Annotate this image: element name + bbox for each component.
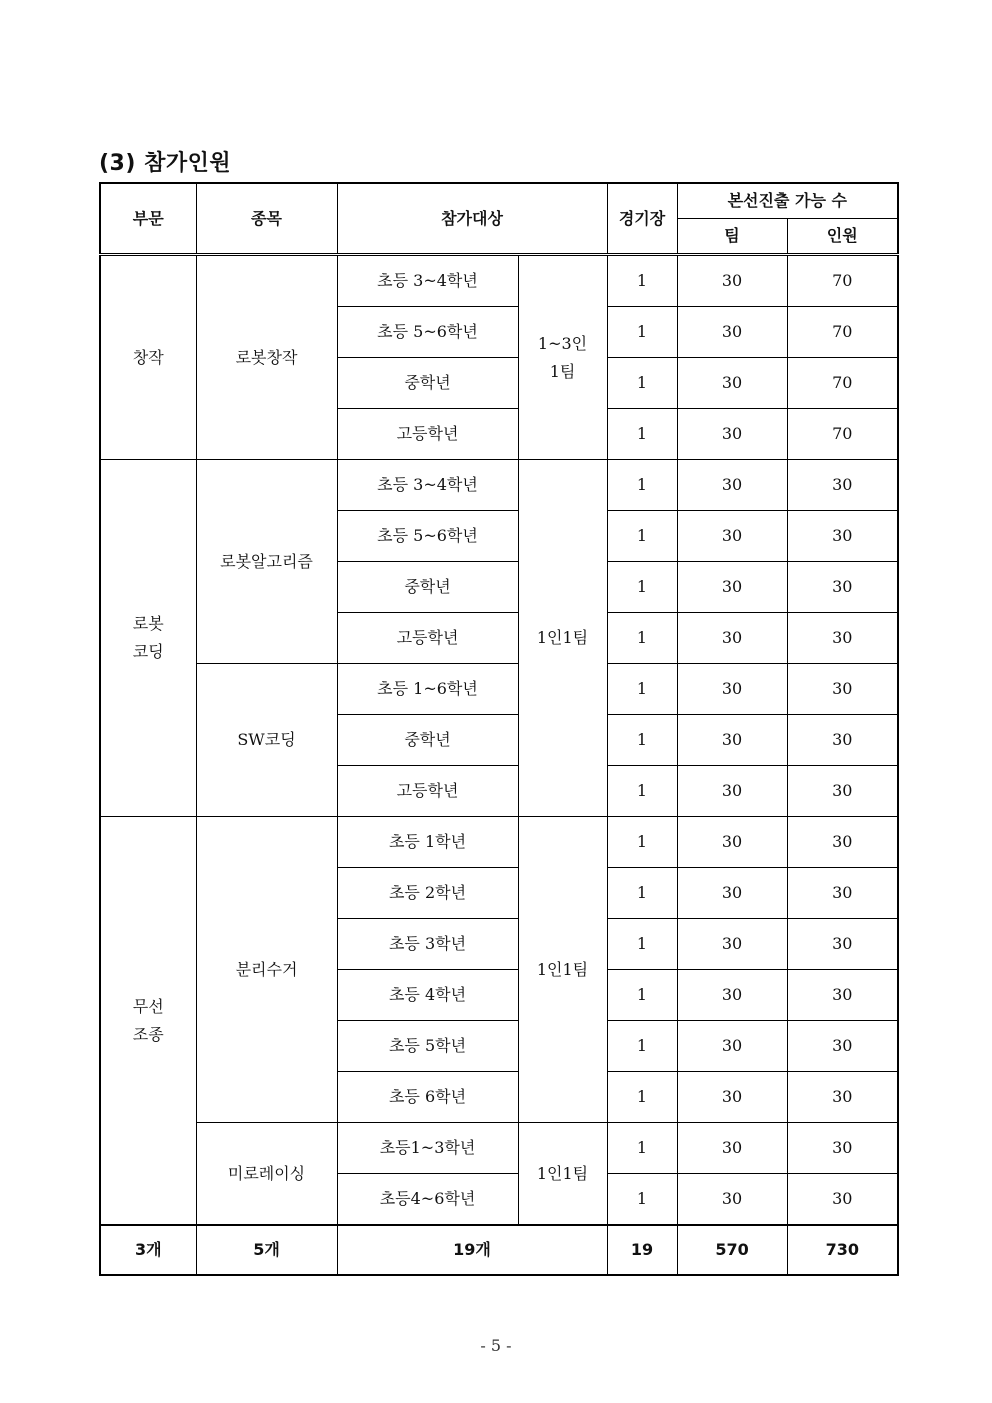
teams-cell: 30 bbox=[677, 1072, 787, 1123]
header-teams: 팀 bbox=[677, 219, 787, 255]
teams-cell: 30 bbox=[677, 1021, 787, 1072]
table-row bbox=[100, 460, 898, 511]
arenas-cell: 1 bbox=[607, 307, 677, 358]
table-row bbox=[100, 255, 898, 307]
arenas-cell: 1 bbox=[607, 970, 677, 1021]
arenas-cell: 1 bbox=[607, 460, 677, 511]
arenas-cell: 1 bbox=[607, 817, 677, 868]
people-cell: 30 bbox=[787, 664, 898, 715]
arenas-cell: 1 bbox=[607, 255, 677, 307]
table-row bbox=[100, 817, 898, 868]
people-cell: 30 bbox=[787, 766, 898, 817]
people-cell: 30 bbox=[787, 868, 898, 919]
section-title: (3) 참가인원 bbox=[99, 151, 232, 176]
target-cell: 고등학년 bbox=[337, 613, 518, 664]
teams-cell: 30 bbox=[677, 460, 787, 511]
division-cell: 로봇 코딩 bbox=[100, 460, 196, 817]
people-cell: 30 bbox=[787, 1021, 898, 1072]
total-division: 3개 bbox=[100, 1225, 196, 1275]
people-cell: 30 bbox=[787, 562, 898, 613]
teams-cell: 30 bbox=[677, 613, 787, 664]
total-target: 19개 bbox=[337, 1225, 607, 1275]
teams-cell: 30 bbox=[677, 970, 787, 1021]
people-cell: 30 bbox=[787, 1174, 898, 1226]
people-cell: 30 bbox=[787, 817, 898, 868]
table-row bbox=[100, 1123, 898, 1174]
teams-cell: 30 bbox=[677, 511, 787, 562]
total-row bbox=[100, 1225, 898, 1275]
division-cell: 무선 조종 bbox=[100, 817, 196, 1226]
teams-cell: 30 bbox=[677, 255, 787, 307]
header-people: 인원 bbox=[787, 219, 898, 255]
target-cell: 초등 3~4학년 bbox=[337, 255, 518, 307]
people-cell: 30 bbox=[787, 613, 898, 664]
teams-cell: 30 bbox=[677, 868, 787, 919]
event-cell: 로봇창작 bbox=[196, 255, 337, 460]
event-cell: 미로레이싱 bbox=[196, 1123, 337, 1226]
target-cell: 고등학년 bbox=[337, 409, 518, 460]
people-cell: 70 bbox=[787, 409, 898, 460]
people-cell: 70 bbox=[787, 255, 898, 307]
table-row bbox=[100, 664, 898, 715]
target-cell: 초등 5~6학년 bbox=[337, 511, 518, 562]
teams-cell: 30 bbox=[677, 664, 787, 715]
target-cell: 초등 3학년 bbox=[337, 919, 518, 970]
arenas-cell: 1 bbox=[607, 868, 677, 919]
teams-cell: 30 bbox=[677, 919, 787, 970]
arenas-cell: 1 bbox=[607, 664, 677, 715]
target-cell: 초등 5학년 bbox=[337, 1021, 518, 1072]
target-cell: 고등학년 bbox=[337, 766, 518, 817]
total-teams: 570 bbox=[677, 1225, 787, 1275]
teams-cell: 30 bbox=[677, 715, 787, 766]
people-cell: 30 bbox=[787, 715, 898, 766]
people-cell: 30 bbox=[787, 1072, 898, 1123]
teams-cell: 30 bbox=[677, 562, 787, 613]
teams-cell: 30 bbox=[677, 1123, 787, 1174]
people-cell: 30 bbox=[787, 511, 898, 562]
target-cell: 중학년 bbox=[337, 715, 518, 766]
arenas-cell: 1 bbox=[607, 919, 677, 970]
target-cell: 초등 4학년 bbox=[337, 970, 518, 1021]
teams-cell: 30 bbox=[677, 358, 787, 409]
teams-cell: 30 bbox=[677, 409, 787, 460]
team-type-cell: 1~3인 1팀 bbox=[518, 255, 607, 460]
total-arenas: 19 bbox=[607, 1225, 677, 1275]
people-cell: 30 bbox=[787, 1123, 898, 1174]
division-cell: 창작 bbox=[100, 255, 196, 460]
event-cell: 로봇알고리즘 bbox=[196, 460, 337, 664]
target-cell: 초등 1~6학년 bbox=[337, 664, 518, 715]
people-cell: 70 bbox=[787, 358, 898, 409]
target-cell: 초등1~3학년 bbox=[337, 1123, 518, 1174]
team-type-cell: 1인1팀 bbox=[518, 1123, 607, 1226]
arenas-cell: 1 bbox=[607, 1072, 677, 1123]
arenas-cell: 1 bbox=[607, 766, 677, 817]
teams-cell: 30 bbox=[677, 766, 787, 817]
team-type-cell: 1인1팀 bbox=[518, 817, 607, 1123]
target-cell: 초등 1학년 bbox=[337, 817, 518, 868]
arenas-cell: 1 bbox=[607, 1021, 677, 1072]
target-cell: 초등 5~6학년 bbox=[337, 307, 518, 358]
target-cell: 중학년 bbox=[337, 562, 518, 613]
page-number: - 5 - bbox=[480, 1336, 512, 1355]
people-cell: 30 bbox=[787, 919, 898, 970]
teams-cell: 30 bbox=[677, 307, 787, 358]
teams-cell: 30 bbox=[677, 817, 787, 868]
participants-table bbox=[99, 182, 899, 1276]
team-type-cell: 1인1팀 bbox=[518, 460, 607, 817]
event-cell: SW코딩 bbox=[196, 664, 337, 817]
header-finals: 본선진출 가능 수 bbox=[677, 183, 898, 219]
target-cell: 초등 6학년 bbox=[337, 1072, 518, 1123]
arenas-cell: 1 bbox=[607, 613, 677, 664]
total-event: 5개 bbox=[196, 1225, 337, 1275]
header-target: 참가대상 bbox=[337, 183, 607, 255]
target-cell: 초등 3~4학년 bbox=[337, 460, 518, 511]
teams-cell: 30 bbox=[677, 1174, 787, 1226]
arenas-cell: 1 bbox=[607, 358, 677, 409]
total-people: 730 bbox=[787, 1225, 898, 1275]
target-cell: 초등 2학년 bbox=[337, 868, 518, 919]
arenas-cell: 1 bbox=[607, 1174, 677, 1226]
arenas-cell: 1 bbox=[607, 715, 677, 766]
arenas-cell: 1 bbox=[607, 511, 677, 562]
header-event: 종목 bbox=[196, 183, 337, 255]
target-cell: 중학년 bbox=[337, 358, 518, 409]
people-cell: 30 bbox=[787, 970, 898, 1021]
arenas-cell: 1 bbox=[607, 562, 677, 613]
event-cell: 분리수거 bbox=[196, 817, 337, 1123]
people-cell: 70 bbox=[787, 307, 898, 358]
header-arenas: 경기장 bbox=[607, 183, 677, 255]
arenas-cell: 1 bbox=[607, 1123, 677, 1174]
target-cell: 초등4~6학년 bbox=[337, 1174, 518, 1226]
header-division: 부문 bbox=[100, 183, 196, 255]
arenas-cell: 1 bbox=[607, 409, 677, 460]
people-cell: 30 bbox=[787, 460, 898, 511]
